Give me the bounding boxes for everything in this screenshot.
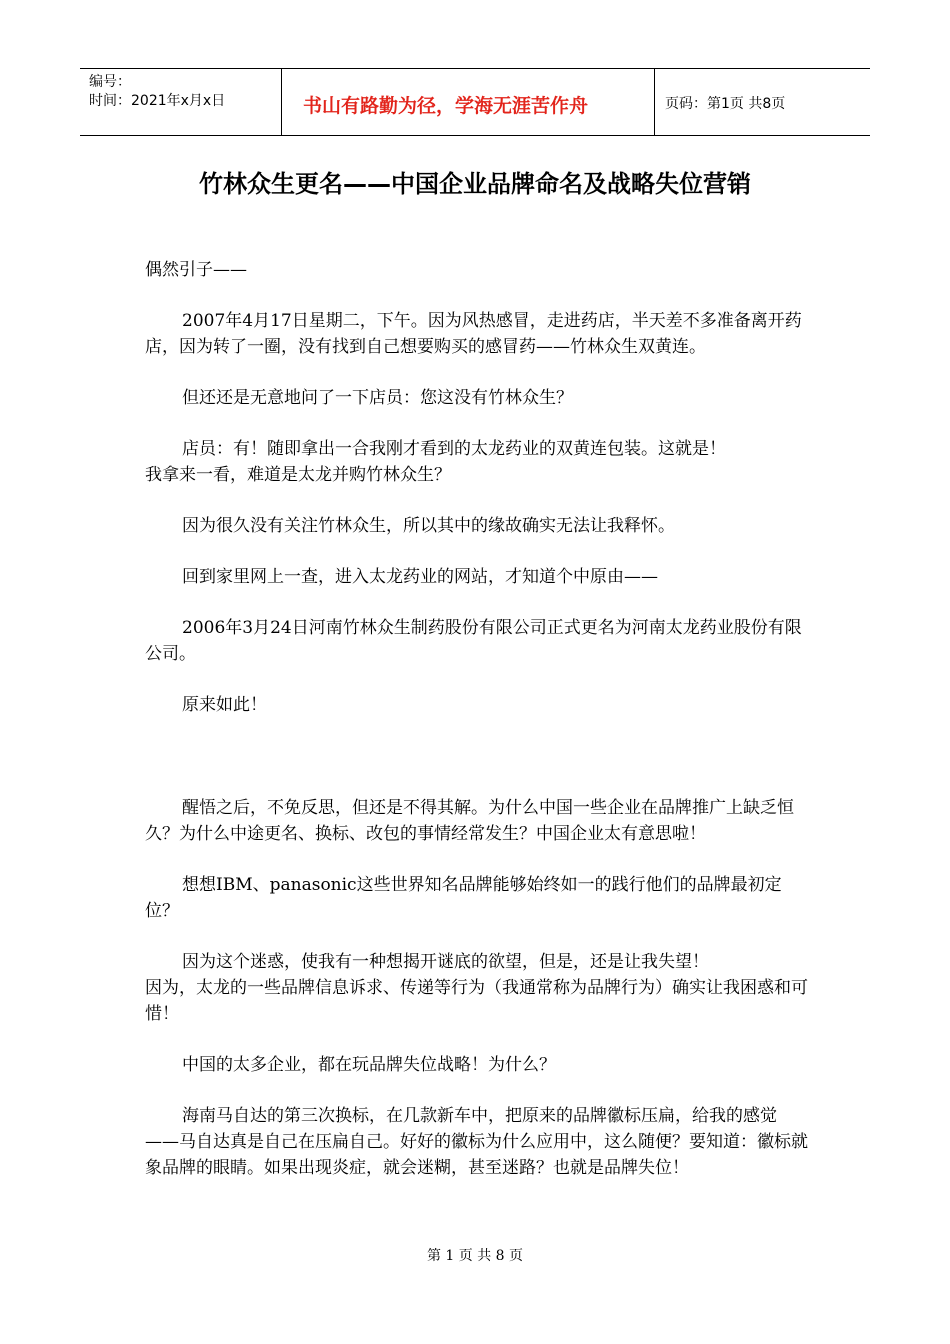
page-footer: 第 1 页 共 8 页	[426, 1248, 524, 1264]
number-label: 编号：	[89, 74, 131, 90]
page-info-text: 页码：第1页 共8页	[665, 96, 786, 112]
header-table	[80, 68, 870, 136]
date-label: 时间：2021年x月x日	[89, 93, 226, 109]
page-info-cell	[655, 69, 870, 135]
motto-cell	[282, 69, 655, 135]
paragraph: 回到家里网上一查，进入太龙药业的网站，才知道个中原由——	[182, 567, 658, 587]
paragraph: 因为很久没有关注竹林众生，所以其中的缘故确实无法让我释怀。	[182, 516, 675, 536]
paragraph: 但还还是无意地问了一下店员：您这没有竹林众生？	[182, 388, 573, 408]
motto-text: 书山有路勤为径，学海无涯苦作舟	[303, 94, 589, 117]
paragraph: 偶然引子——	[145, 260, 247, 280]
paragraph: 中国的太多企业，都在玩品牌失位战略！为什么？	[182, 1055, 556, 1075]
paragraph: 因为这个迷惑，使我有一种想揭开谜底的欲望，但是，还是让我失望！ 因为，太龙的一些品牌信息诉求、传递等行为（我通常称为品牌行为）确实让我困惑和可惜！	[145, 952, 808, 1024]
header-meta-cell	[80, 69, 282, 135]
document-title: 竹林众生更名——中国企业品牌命名及战略失位营销	[199, 170, 751, 198]
paragraph: 醒悟之后，不免反思，但还是不得其解。为什么中国一些企业在品牌推广上缺乏恒久？为什么中途更名、换标、改包的事情经常发生？中国企业太有意思啦！	[145, 798, 794, 844]
paragraph: 想想IBM、panasonic这些世界知名品牌能够始终如一的践行他们的品牌最初定位？	[145, 875, 782, 921]
paragraph: 2006年3月24日河南竹林众生制药股份有限公司正式更名为河南太龙药业股份有限公司。	[145, 618, 802, 664]
paragraph: 原来如此！	[182, 695, 267, 715]
paragraph: 店员：有！随即拿出一合我刚才看到的太龙药业的双黄连包装。这就是！ 我拿来一看，难道是太龙并购竹林众生？	[145, 439, 726, 485]
paragraph: 2007年4月17日星期二，下午。因为风热感冒，走进药店，半天差不多准备离开药店，因为转了一圈，没有找到自己想要购买的感冒药——竹林众生双黄连。	[145, 311, 802, 357]
document-body	[145, 257, 810, 1206]
paragraph: 海南马自达的第三次换标，在几款新车中，把原来的品牌徽标压扁，给我的感觉——马自达真是自己在压扁自己。好好的徽标为什么应用中，这么随便？要知道：徽标就象品牌的眼睛。如果出现炎症，就会迷糊，甚至迷路？也就是品牌失位！	[145, 1106, 808, 1178]
